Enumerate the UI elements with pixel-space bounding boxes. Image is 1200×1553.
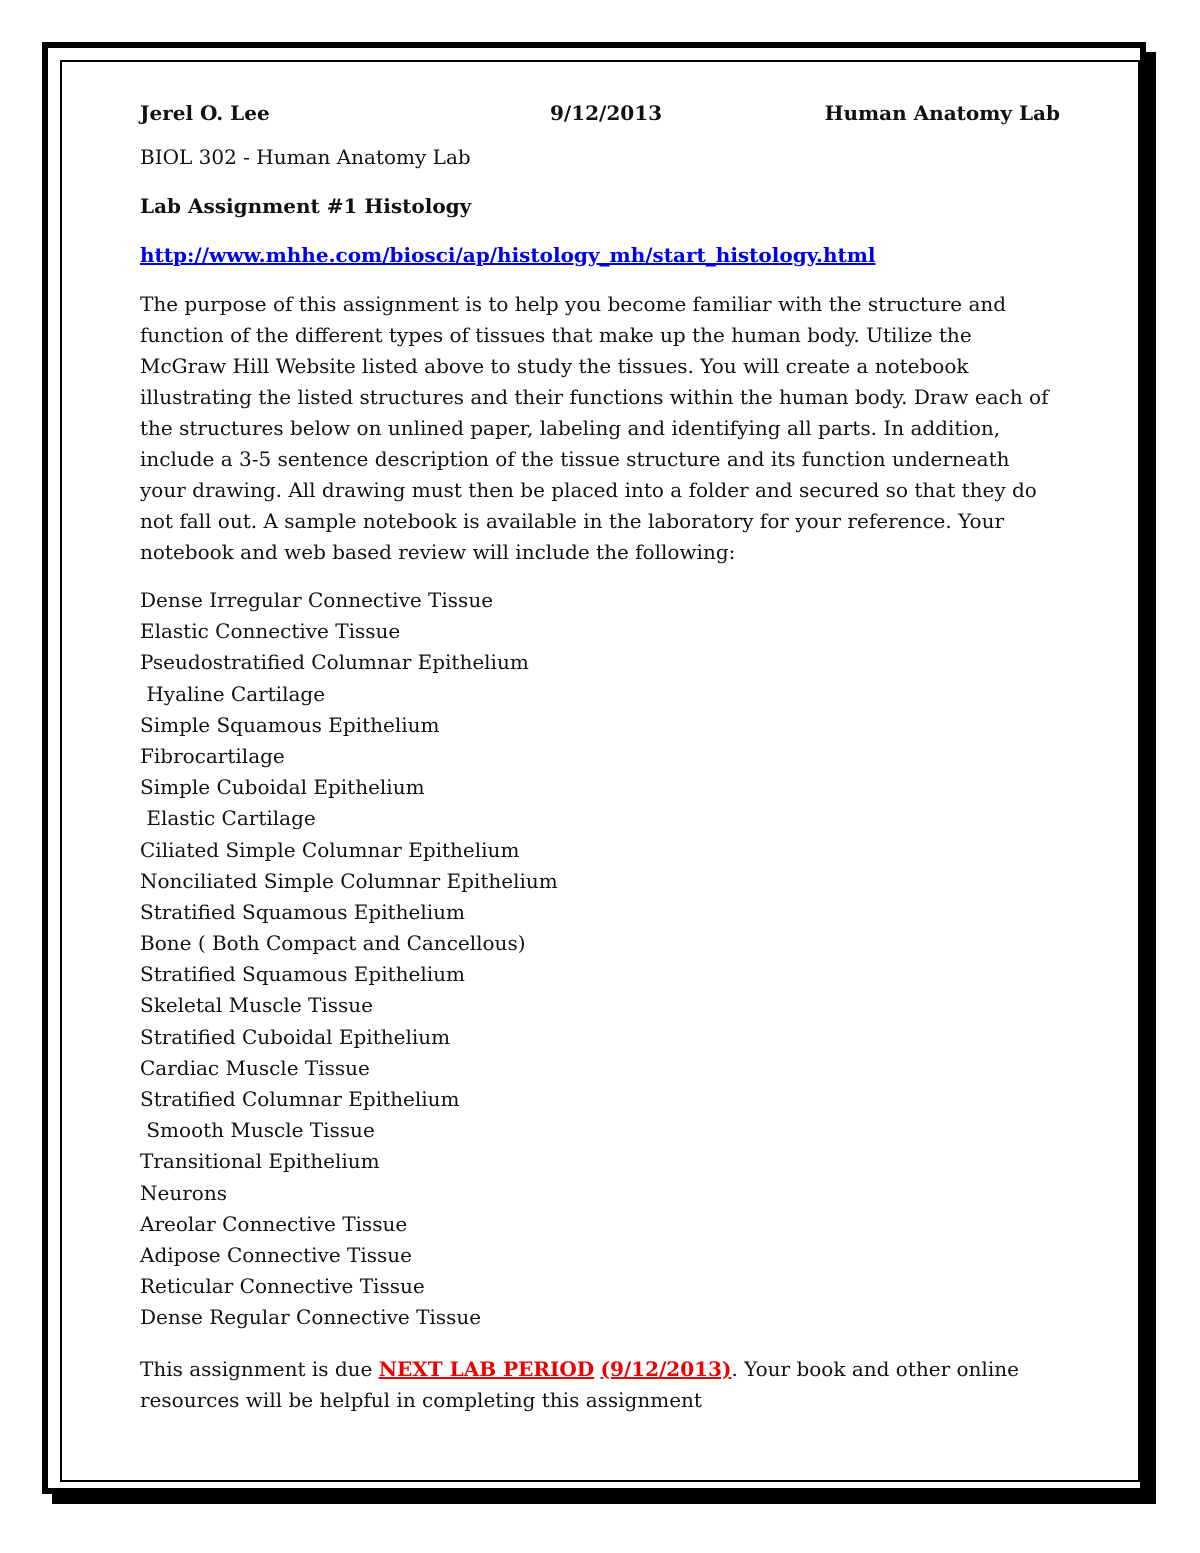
resource-link-line — [140, 240, 1060, 271]
tissue-list-item: Simple Squamous Epithelium — [140, 712, 440, 737]
tissue-list-item: Cardiac Muscle Tissue — [140, 1055, 370, 1080]
document-header — [140, 98, 1060, 128]
due-period: NEXT LAB PERIOD — [378, 1356, 595, 1381]
purpose-paragraph: The purpose of this assignment is to help you become familiar with the structure and function of the different types of tissues that make up the human body. Utilize the McGraw Hill Website listed above to study the tissues. You will create a notebook illustrating the listed structures and their functions within the human body. Draw each of the structures below on unlined paper, labeling and identifying all parts. In addition, include a 3-5 sentence description of the tissue structure and its function underneath your drawing. All drawing must then be placed into a folder and secured so that they do not fall out. A sample notebook is available in the laboratory for your reference. Your notebook and web based review will include the following: — [140, 292, 1049, 564]
histology-website-link[interactable]: http://www.mhhe.com/biosci/ap/histology_mh/start_histology.html — [140, 243, 876, 267]
tissue-list-item: Stratified Squamous Epithelium — [140, 899, 465, 924]
tissue-list-item: Adipose Connective Tissue — [140, 1242, 412, 1267]
tissue-list-item: Pseudostratified Columnar Epithelium — [140, 650, 529, 675]
tissue-list-item: Neurons — [140, 1180, 227, 1205]
tissue-list-item: Dense Regular Connective Tissue — [140, 1305, 482, 1330]
due-statement — [140, 1354, 1060, 1416]
due-suffix: . Your book and other online resources will be helpful in completing this assignment — [140, 1356, 1019, 1412]
tissue-list-item: Stratified Squamous Epithelium — [140, 962, 465, 987]
tissue-list — [140, 585, 1060, 1334]
assignment-title: Lab Assignment #1 Histology — [140, 194, 472, 218]
course-line: BIOL 302 - Human Anatomy Lab — [140, 145, 471, 169]
tissue-list-item: Elastic Connective Tissue — [140, 619, 401, 644]
tissue-list-item: Stratified Columnar Epithelium — [140, 1087, 460, 1111]
tissue-list-item: Reticular Connective Tissue — [140, 1274, 425, 1299]
tissue-list-item: Skeletal Muscle Tissue — [140, 993, 373, 1018]
due-date: (9/12/2013) — [600, 1356, 732, 1381]
tissue-list-item: Bone ( Both Compact and Cancellous) — [140, 931, 526, 956]
document-body — [140, 98, 1060, 1416]
tissue-list-item: Fibrocartilage — [140, 743, 285, 768]
tissue-list-item: Ciliated Simple Columnar Epithelium — [140, 837, 520, 862]
tissue-list-item: Smooth Muscle Tissue — [140, 1118, 375, 1143]
due-prefix: This assignment is due — [140, 1356, 379, 1381]
tissue-list-item: Nonciliated Simple Columnar Epithelium — [140, 868, 558, 893]
tissue-list-item: Elastic Cartilage — [140, 806, 316, 831]
student-name: Jerel O. Lee — [140, 101, 270, 125]
header-date: 9/12/2013 — [550, 101, 663, 125]
tissue-list-item: Hyaline Cartilage — [140, 681, 326, 706]
tissue-list-item: Dense Irregular Connective Tissue — [140, 588, 494, 612]
tissue-list-item: Simple Cuboidal Epithelium — [140, 775, 425, 800]
tissue-list-item: Transitional Epithelium — [140, 1149, 380, 1174]
tissue-list-item: Areolar Connective Tissue — [140, 1211, 408, 1236]
tissue-list-item: Stratified Cuboidal Epithelium — [140, 1024, 451, 1049]
header-course-title: Human Anatomy Lab — [824, 101, 1060, 125]
